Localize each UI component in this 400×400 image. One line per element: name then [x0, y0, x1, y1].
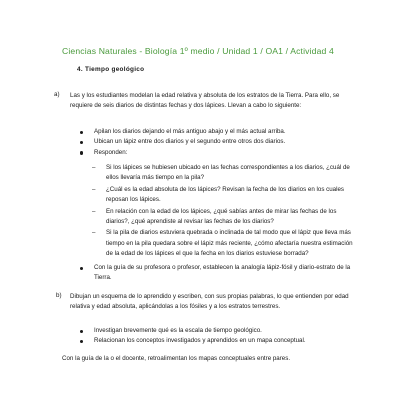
bullet-icon [80, 131, 83, 134]
bullet-icon [80, 141, 83, 144]
part-a-questions [92, 163, 360, 261]
dash-icon: – [92, 229, 96, 237]
closing-note: Con la guía de la o el docente, retroalimentan los mapas conceptuales entre pares. [62, 355, 291, 362]
list-item: Responden: [80, 148, 360, 158]
part-a-final-step [80, 263, 360, 284]
part-a-intro: Las y los estudiantes modelan la edad relativa y absoluta de los estratos de la Tierra. Para ello, se requiere de seis diarios de distintas fechas y dos lápices. Llevan a cabo lo siguiente: [70, 92, 340, 110]
dash-icon: – [92, 207, 96, 215]
page-header: Ciencias Naturales - Biología 1º medio / Unidad 1 / OA1 / Actividad 4 [62, 46, 334, 56]
dash-icon: – [92, 185, 96, 193]
list-item: – Si los lápices se hubiesen ubicado en las fechas correspondientes a los diarios, ¿cuál de ellos llevaría más tiempo en la pila? [92, 164, 350, 182]
list-item: – ¿Cuál es la edad absoluta de los lápices? Revisan la fecha de los diarios en los cuales reposan los lápices. [92, 185, 345, 204]
bullet-icon [80, 151, 83, 154]
list-item: Investigan brevemente qué es la escala de tiempo geológico. [80, 326, 360, 336]
part-a-marker: a) [54, 91, 60, 98]
part-b-marker: b) [56, 292, 62, 299]
part-b-intro: Dibujan un esquema de lo aprendido y escriben, con sus propias palabras, lo que entienden por edad relativa y edad absoluta, aplicándolas a los fósiles y a los estratos terrestres. [70, 293, 349, 311]
part-b-steps [80, 326, 360, 347]
section-title: 4. Tiempo geológico [77, 66, 145, 73]
list-item: Con la guía de su profesora o profesor, establecen la analogía lápiz-fósil y diario-estrato de la Tierra. [80, 263, 360, 284]
bullet-icon [80, 267, 83, 270]
part-a-steps [80, 127, 360, 158]
bullet-icon [80, 330, 83, 333]
bullet-icon [80, 340, 83, 343]
list-item: – En relación con la edad de los lápices, ¿qué sabías antes de mirar las fechas de los diarios?, ¿qué aprendiste al revisar las fechas de los diarios? [92, 207, 337, 226]
list-item: Apilan los diarios dejando el más antiguo abajo y el más actual arriba. [80, 127, 360, 137]
list-item: – Si la pila de diarios estuviera quebrada o inclinada de tal modo que el lápiz que lleva más tiempo en la pila quedara sobre el lápiz más reciente, ¿cómo afectaría nuestra estimación de la edad de los lápices el que la fecha en los diarios estuviese borrada? [92, 229, 353, 258]
list-item: Relacionan los conceptos investigados y aprendidos en un mapa conceptual. [80, 336, 360, 346]
list-item: Ubican un lápiz entre dos diarios y el segundo entre otros dos diarios. [80, 137, 360, 147]
dash-icon: – [92, 164, 96, 171]
